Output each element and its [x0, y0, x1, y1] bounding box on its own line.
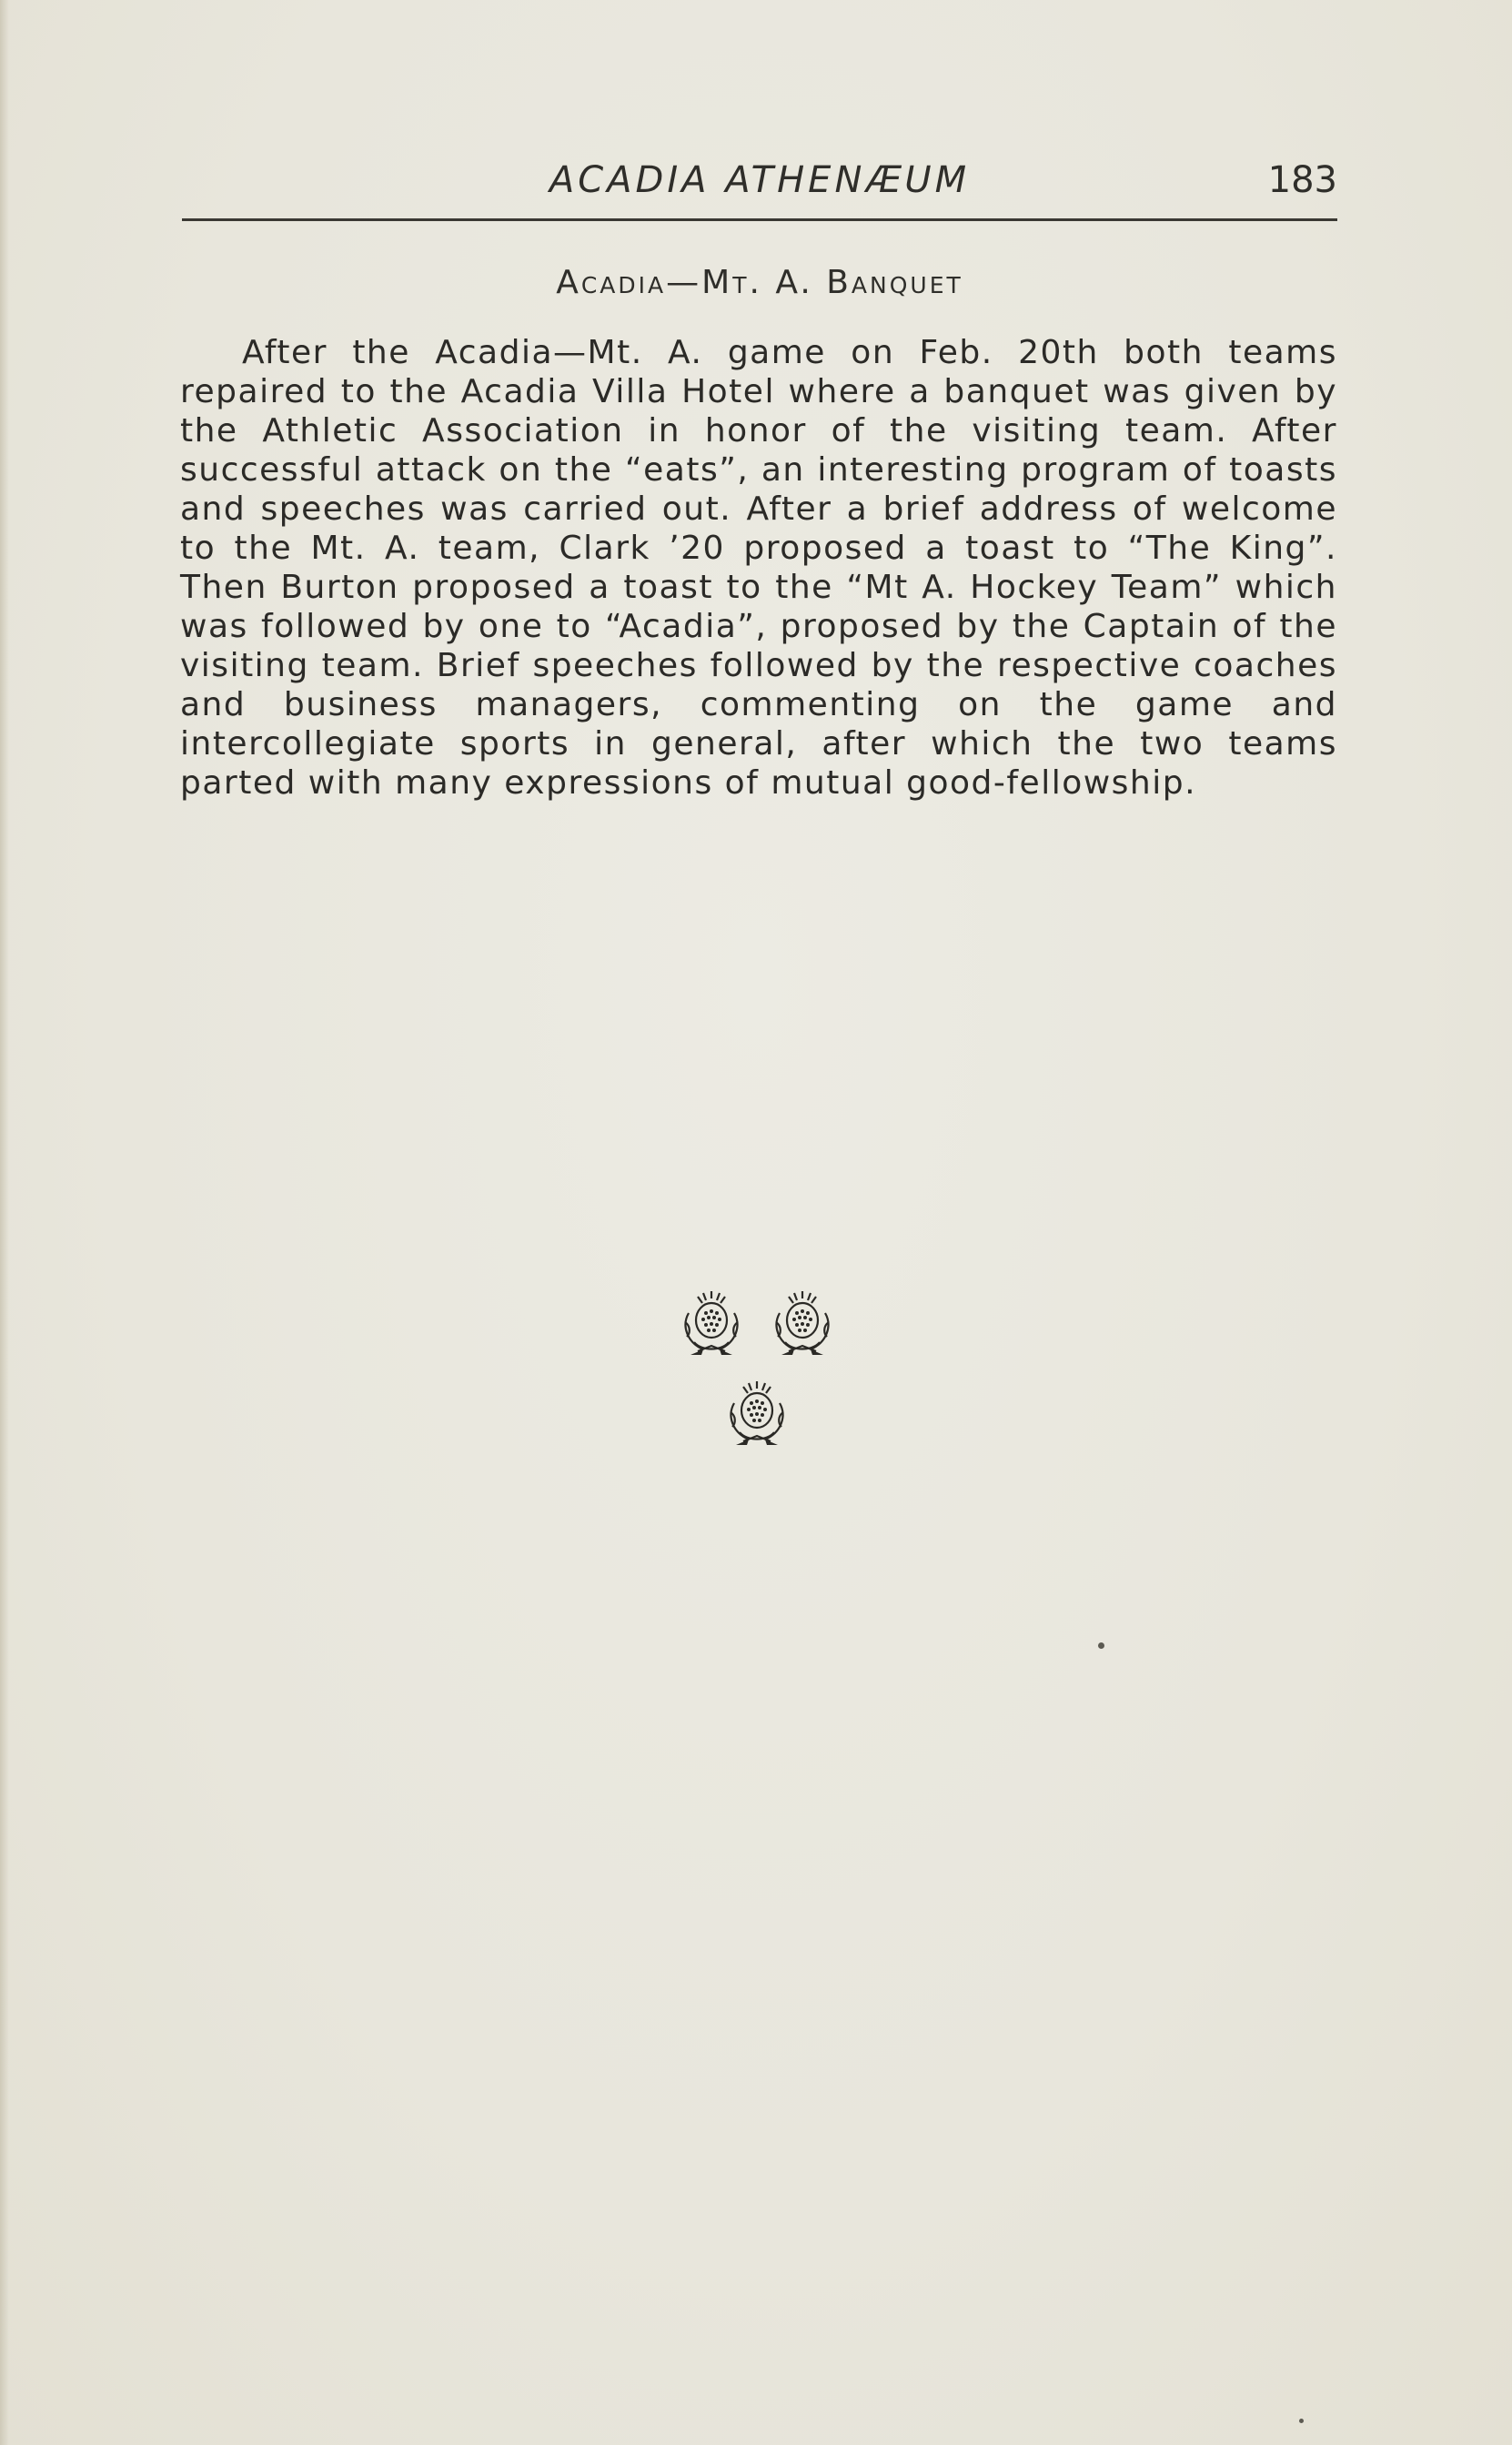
header-rule: [182, 218, 1337, 221]
page-number: 183: [1267, 159, 1337, 201]
paper-speck: [1299, 2419, 1304, 2423]
article-title: Acadia—Mt. A. Banquet: [556, 264, 963, 301]
running-title: ACADIA ATHENÆUM: [549, 159, 971, 201]
paper-speck: [1098, 1642, 1104, 1649]
thistle-wreath-icon: [676, 1286, 747, 1359]
thistle-wreath-icon: [721, 1376, 792, 1449]
page-edge-shadow: [0, 0, 9, 2445]
running-header: [182, 159, 1337, 214]
thistle-wreath-icon: [767, 1286, 838, 1359]
article-body: After the Acadia—Mt. A. game on Feb. 20th both teams repaired to the Acadia Villa Hotel where a banquet was given by the Athletic Association in honor of the visiting team. After successful attack on the “eats”, an interesting program of toasts and speeches was carried out. After a brief address of welcome to the Mt. A. team, Clark ’20 proposed a toast to “The King”. Then Burton proposed a toast to the “Mt A. Hockey Team” which was followed by one to “Acadia”, proposed by the Captain of the visiting team. Brief speeches followed by the respective coaches and business managers, commenting on the game and intercollegiate sports in general, after which the two teams parted with many expressions of mutual good-fellowship.: [180, 334, 1337, 802]
